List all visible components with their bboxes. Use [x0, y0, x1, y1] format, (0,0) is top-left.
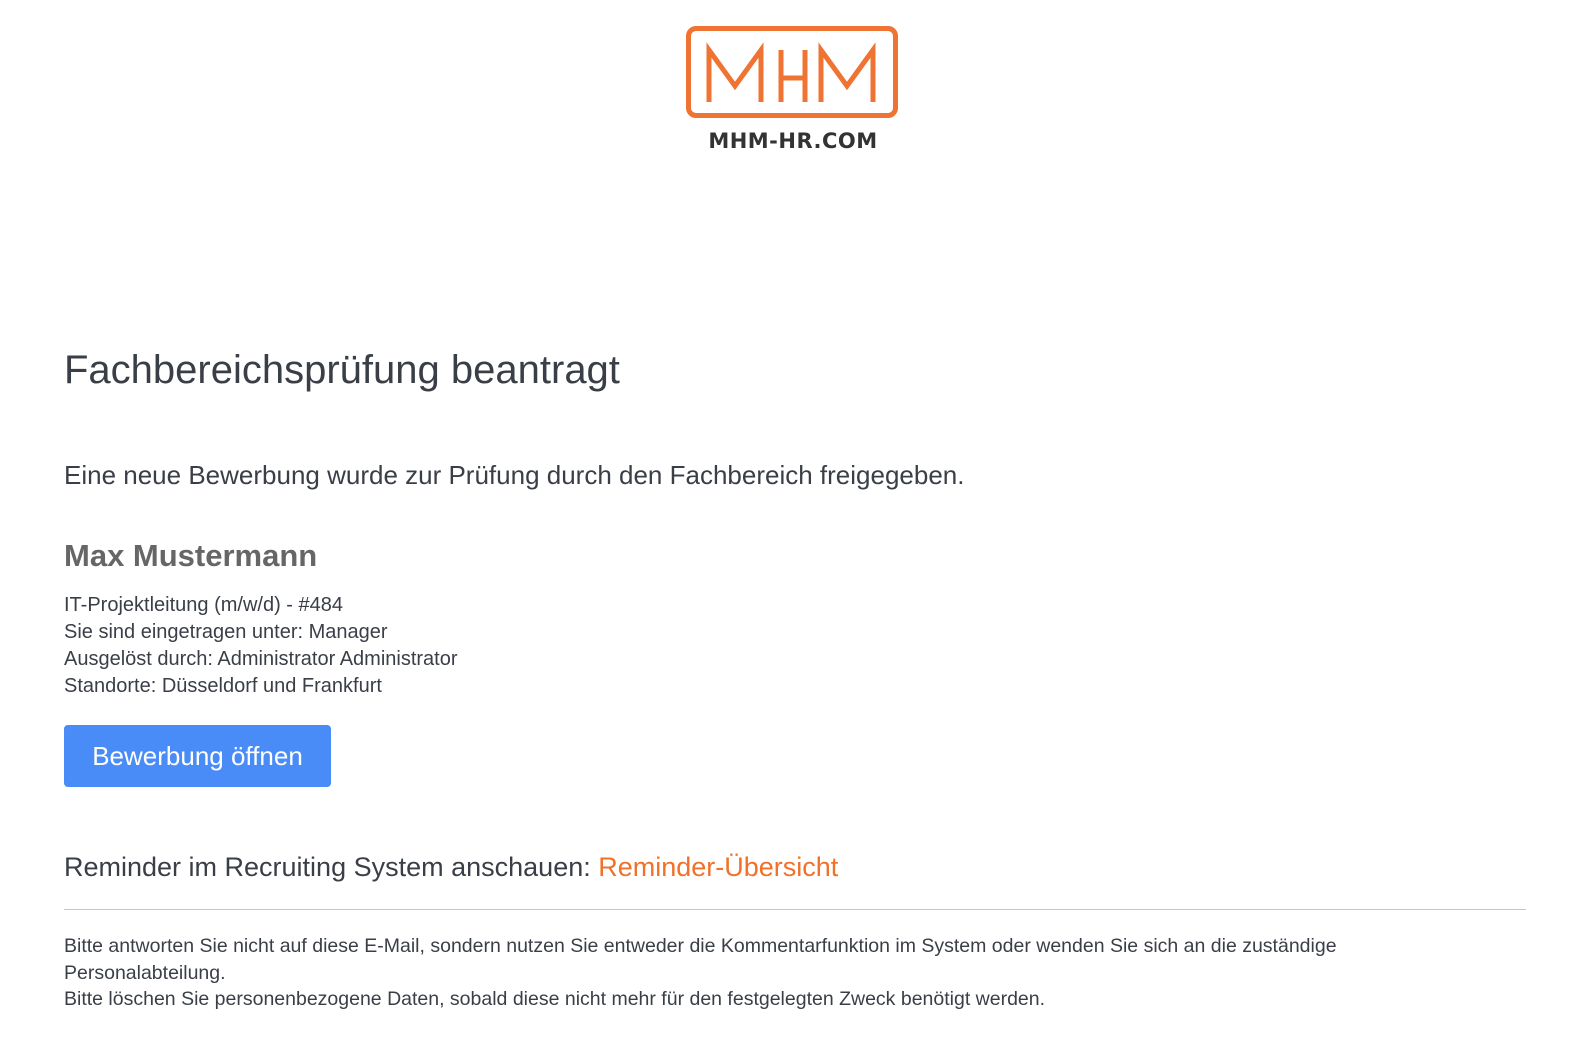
- application-details: [64, 592, 458, 700]
- reminder-line: [64, 852, 838, 883]
- open-application-button[interactable]: Bewerbung öffnen: [64, 725, 331, 787]
- footer-line-department: Personalabteilung.: [64, 961, 226, 984]
- intro-text: Eine neue Bewerbung wurde zur Prüfung durch den Fachbereich freigegeben.: [64, 460, 965, 490]
- footer-notice: [64, 933, 1504, 1013]
- logo-caption: MHM-HR.COM: [708, 129, 878, 153]
- candidate-name: Max Mustermann: [64, 538, 318, 573]
- job-title-line: IT-Projektleitung (m/w/d) - #484: [64, 594, 343, 616]
- mhm-logo-mark: [685, 24, 905, 124]
- role-line: Sie sind eingetragen unter: Manager: [64, 621, 388, 643]
- triggered-by-line: Ausgelöst durch: Administrator Administrator: [64, 648, 458, 670]
- footer-divider: [64, 909, 1526, 910]
- locations-line: Standorte: Düsseldorf und Frankfurt: [64, 675, 382, 697]
- email-title: Fachbereichsprüfung beantragt: [64, 348, 620, 392]
- mhm-logo: [685, 24, 905, 164]
- reminder-overview-link[interactable]: Reminder-Übersicht: [598, 852, 839, 882]
- footer-line-privacy: Bitte löschen Sie personenbezogene Daten, sobald diese nicht mehr für den festgelegten Zweck benötigt werden.: [64, 988, 1046, 1010]
- footer-line-reply: Bitte antworten Sie nicht auf diese E-Mail, sondern nutzen Sie entweder die Kommentarfunktion im System oder wenden Sie sich an die zuständige: [64, 935, 1337, 957]
- reminder-prefix: Reminder im Recruiting System anschauen:: [64, 852, 599, 882]
